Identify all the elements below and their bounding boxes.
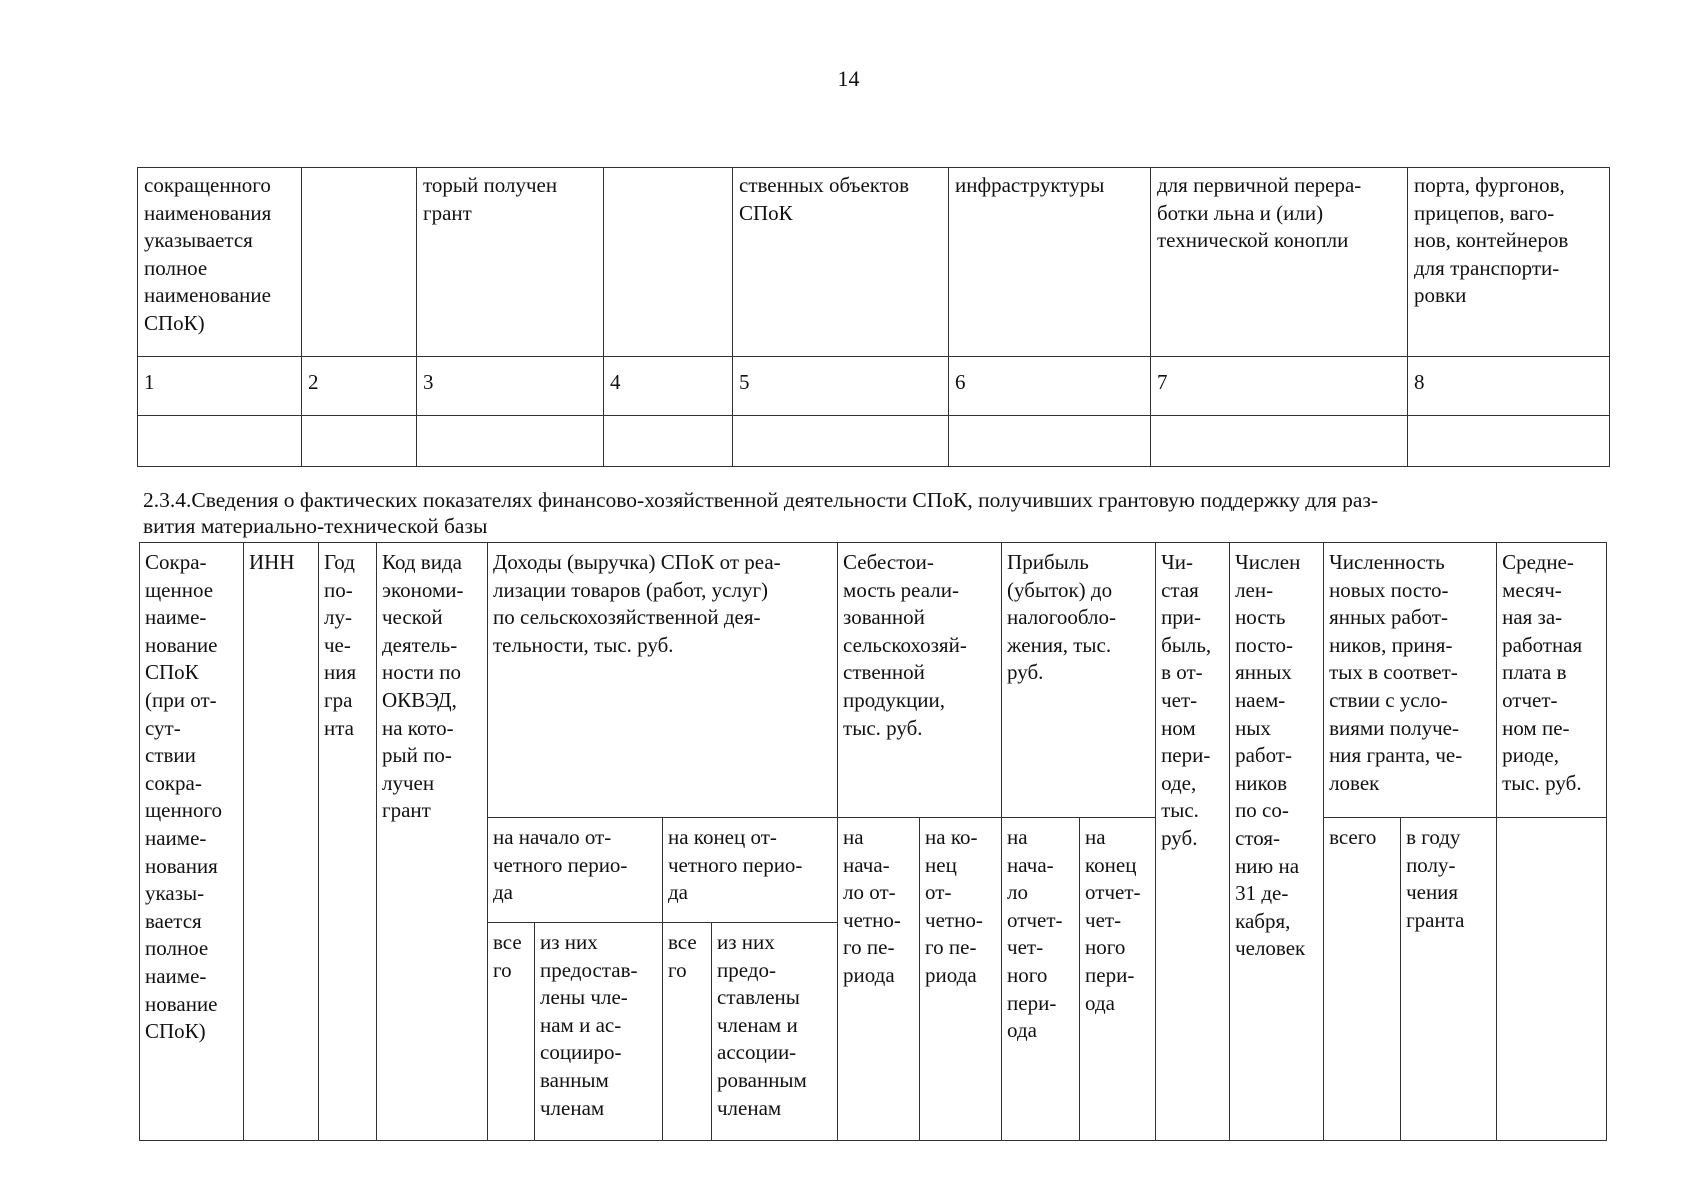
empty-data-cell	[417, 416, 604, 467]
col-new-employees-header: Численность новых посто- янных работ- ников, приня- тых в соответ- ствии с усло- виями получе- ния гранта, че- ловек	[1324, 543, 1497, 818]
col-income-header: Доходы (выручка) СПоК от реа- лизации товаров (работ, услуг) по сельскохозяйственной дея- тельности, тыс. руб.	[488, 543, 838, 818]
column-number-cell: 6	[949, 357, 1151, 416]
top-header-cell: ственных объектов СПоК	[733, 168, 949, 357]
col-employees-header: Числен лен- ность посто- янных наем- ных работ- ников по со- стоя- нию на 31 де- кабря, человек	[1230, 543, 1324, 1141]
empty-data-cell	[302, 416, 417, 467]
top-header-cell: инфраструктуры	[949, 168, 1151, 357]
col-cost-header: Себестои- мость реали- зованной сельскохозяй- ственной продукции, тыс. руб.	[838, 543, 1002, 818]
col-profit-header: Прибыль (убыток) до налогообло- жения, тыс. руб.	[1002, 543, 1156, 818]
col-net-profit-header: Чи- стая при- быль, в от- чет- ном пери- оде, тыс. руб.	[1156, 543, 1230, 1141]
column-number-cell: 3	[417, 357, 604, 416]
col-year-header: Год по- лу- че- ния гра нта	[319, 543, 377, 1141]
empty-data-cell	[1151, 416, 1408, 467]
empty-data-cell	[1408, 416, 1610, 467]
column-number-cell: 5	[733, 357, 949, 416]
page-number: 14	[837, 66, 860, 91]
top-header-cell: торый получен грант	[417, 168, 604, 357]
income-end-header: на конец от- четного перио- да	[663, 818, 838, 923]
avg-salary-empty-cell	[1497, 818, 1607, 1141]
profit-start-header: на нача- ло отчет- чет- ного пери- ода	[1002, 818, 1080, 1141]
new-in-year-header: в году полу- чения гранта	[1401, 818, 1497, 1141]
column-number-cell: 4	[604, 357, 733, 416]
section-heading: 2.3.4.Сведения о фактических показателях финансово-хозяйственной деятельности СПоК, получивших грантовую поддержку для раз- вития материально-технической базы	[143, 488, 1379, 538]
financial-indicators-table	[139, 542, 1607, 1141]
col-okved-header: Код вида экономи- ческой деятель- ности по ОКВЭД, на кото- рый по- лучен грант	[377, 543, 488, 1141]
income-start-header: на начало от- четного перио- да	[488, 818, 663, 923]
cost-start-header: на нача- ло от- четно- го пе- риода	[838, 818, 920, 1141]
empty-data-cell	[604, 416, 733, 467]
column-number-cell: 2	[302, 357, 417, 416]
col-short-name-header: Сокра- щенное наиме- нование СПоК (при от- сут- ствии сокра- щенного наиме- нования указы- вается полное наиме- нование СПоК)	[140, 543, 244, 1141]
column-number-cell: 1	[138, 357, 302, 416]
top-header-cell: порта, фургонов, прицепов, ваго- нов, контейнеров для транспорти- ровки	[1408, 168, 1610, 357]
new-total-header: всего	[1324, 818, 1401, 1141]
empty-data-cell	[733, 416, 949, 467]
top-header-cell: для первичной перера- ботки льна и (или) технической конопли	[1151, 168, 1408, 357]
income-start-members-header: из них предостав- лены чле- нам и ас- социиро- ванным членам	[535, 923, 663, 1141]
top-table	[137, 167, 1610, 467]
top-header-cell	[604, 168, 733, 357]
income-end-total-header: все го	[663, 923, 712, 1141]
col-inn-header: ИНН	[244, 543, 319, 1141]
cost-end-header: на ко- нец от- четно- го пе- риода	[920, 818, 1002, 1141]
top-header-cell	[302, 168, 417, 357]
col-avg-salary-header: Средне- месяч- ная за- работная плата в отчет- ном пе- риоде, тыс. руб.	[1497, 543, 1607, 818]
income-end-members-header: из них предо- ставлены членам и ассоции- рованным членам	[712, 923, 838, 1141]
profit-end-header: на конец отчет- чет- ного пери- ода	[1080, 818, 1156, 1141]
top-header-cell: сокращенного наименования указывается полное наименование СПоК)	[138, 168, 302, 357]
income-start-total-header: все го	[488, 923, 535, 1141]
column-number-cell: 8	[1408, 357, 1610, 416]
empty-data-cell	[949, 416, 1151, 467]
empty-data-cell	[138, 416, 302, 467]
column-number-cell: 7	[1151, 357, 1408, 416]
